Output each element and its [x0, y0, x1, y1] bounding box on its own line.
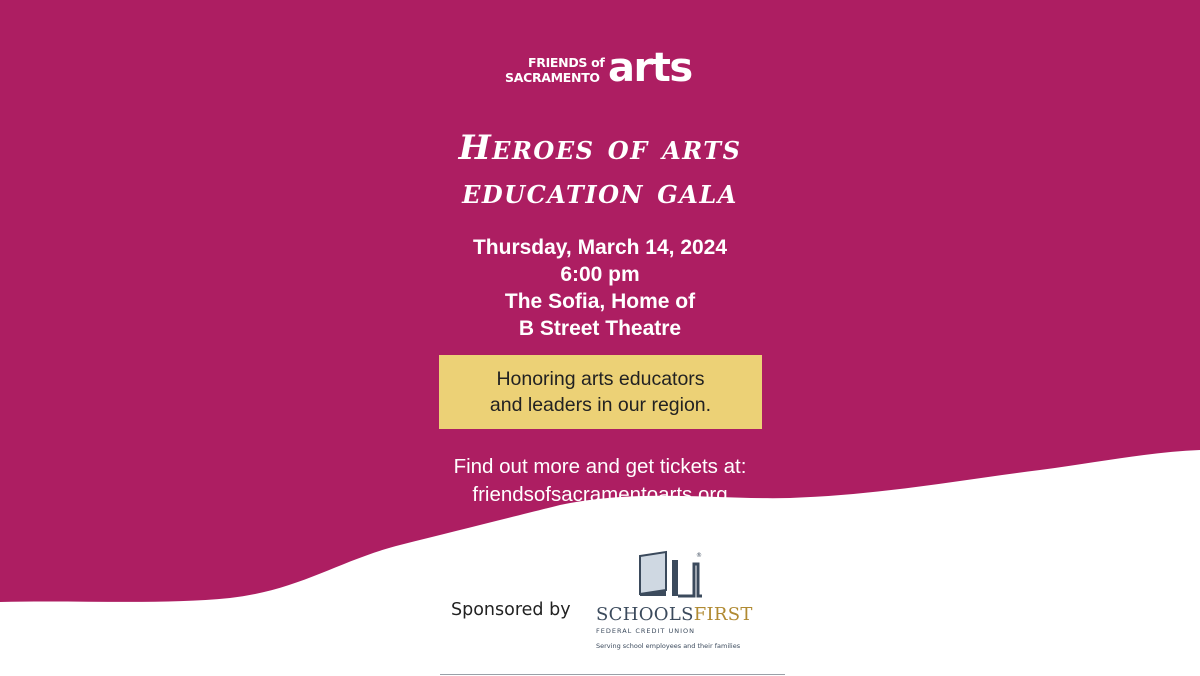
schoolsfirst-logo — [594, 550, 754, 650]
event-title — [300, 126, 900, 214]
callout-line2: and leaders in our region. — [489, 394, 712, 416]
event-venue-line1: The Sofia, Home of — [504, 290, 696, 313]
registered-mark: ® — [696, 552, 702, 559]
event-details — [400, 234, 800, 342]
open-book-icon — [636, 550, 706, 598]
logo-line1: FRIENDS of — [528, 55, 605, 70]
logo-arts: arts — [608, 45, 692, 91]
sponsor-name-schools: SCHOOLS — [596, 604, 694, 625]
sponsor-subtitle: FEDERAL CREDIT UNION — [596, 627, 695, 635]
title-line2: education gala — [462, 172, 738, 212]
sponsor-name-first: FIRST — [693, 604, 753, 625]
logo-line2: SACRAMENTO — [505, 70, 600, 85]
title-line1: Heroes of arts — [458, 128, 742, 168]
callout-line1: Honoring arts educators — [496, 368, 705, 390]
honoring-callout — [439, 355, 762, 429]
sponsor-tagline: Serving school employees and their families — [596, 642, 741, 650]
tickets-text: Find out more and get tickets at: — [453, 455, 747, 478]
event-date: Thursday, March 14, 2024 — [472, 236, 728, 259]
event-time: 6:00 pm — [560, 263, 640, 286]
sponsored-by-label: Sponsored by — [451, 600, 571, 620]
tickets-info — [380, 453, 820, 509]
tickets-url[interactable]: friendsofsacramentoarts.org — [472, 483, 728, 506]
friends-of-sacramento-arts-logo — [505, 45, 705, 92]
bottom-divider — [440, 674, 785, 675]
event-venue-line2: B Street Theatre — [518, 317, 682, 340]
sponsor-name — [596, 604, 753, 625]
